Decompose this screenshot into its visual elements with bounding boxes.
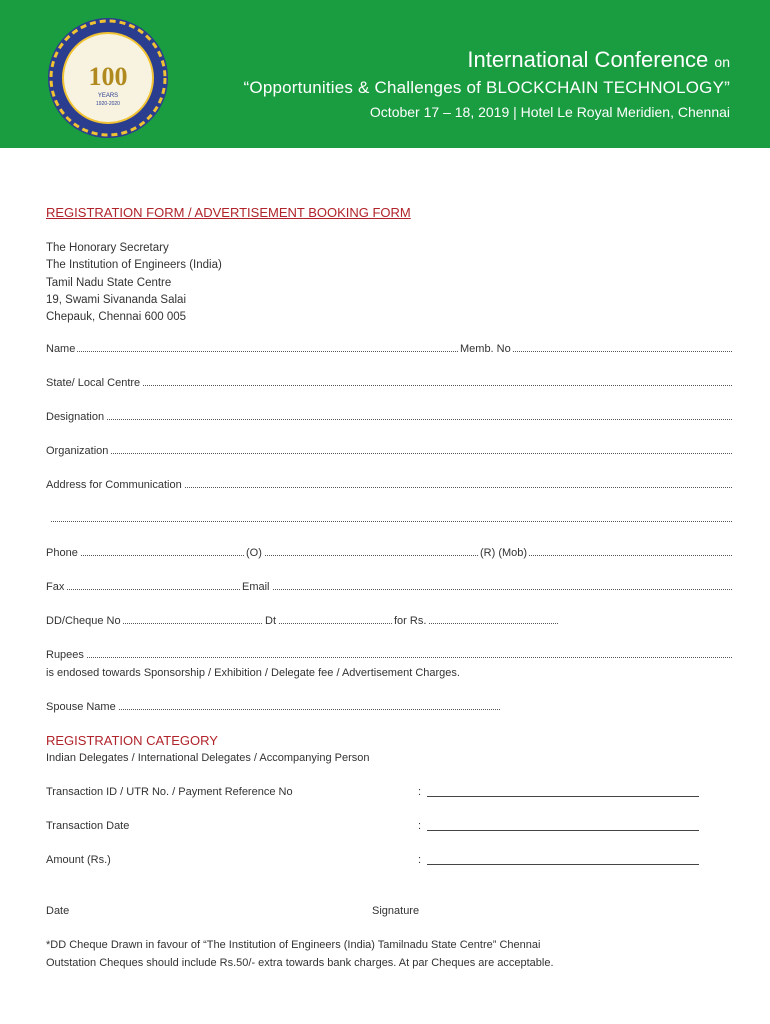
conference-date-venue: October 17 – 18, 2019 | Hotel Le Royal Meridien, Chennai xyxy=(369,104,730,120)
recipient-address xyxy=(46,240,222,326)
conference-theme: “Opportunities & Challenges of BLOCKCHAIN TECHNOLOGY” xyxy=(243,78,730,97)
for-rs-label: for Rs. xyxy=(394,615,427,627)
rupees-label: Rupees xyxy=(46,649,84,661)
signature-label: Signature xyxy=(372,905,420,917)
designation-label: Designation xyxy=(46,411,105,423)
date-label: Date xyxy=(46,905,70,917)
state-centre-row xyxy=(46,377,732,389)
transaction-id-label: Transaction ID / UTR No. / Payment Reference No xyxy=(46,786,293,798)
email-label: Email xyxy=(242,581,270,593)
spouse-label: Spouse Name xyxy=(46,701,116,713)
address-row xyxy=(46,479,732,491)
transaction-date-label: Transaction Date xyxy=(46,820,130,832)
address-line: Chepauk, Chennai 600 005 xyxy=(46,311,187,324)
dd-note-line-2: Outstation Cheques should include Rs.50/- extra towards bank charges. At par Cheques are acceptable. xyxy=(46,957,554,969)
mobile-label: (R) (Mob) xyxy=(480,547,528,559)
organization-label: Organization xyxy=(46,445,109,457)
header-banner xyxy=(0,0,770,148)
name-row xyxy=(46,343,732,355)
spouse-row xyxy=(46,701,500,713)
address-label: Address for Communication xyxy=(46,479,182,491)
logo-badge: 100 xyxy=(88,62,128,91)
registration-category-title: REGISTRATION CATEGORY xyxy=(46,733,218,748)
dd-cheque-label: DD/Cheque No xyxy=(46,615,121,627)
transaction-id-field: : xyxy=(418,786,699,798)
fax-label: Fax xyxy=(46,581,65,593)
form-title: REGISTRATION FORM / ADVERTISEMENT BOOKING FORM xyxy=(46,205,411,220)
rupees-row xyxy=(46,649,732,661)
address-continuation-row xyxy=(46,513,732,525)
dd-note-line-1: *DD Cheque Drawn in favour of “The Institution of Engineers (India) Tamilnadu State Centre” Chennai xyxy=(46,939,541,951)
registration-categories: Indian Delegates / International Delegates / Accompanying Person xyxy=(46,752,370,764)
amount-field: : xyxy=(418,854,699,866)
transaction-date-field: : xyxy=(418,820,699,832)
address-line: 19, Swami Sivananda Salai xyxy=(46,293,186,306)
fax-email-row xyxy=(46,581,732,593)
memb-no-label: Memb. No xyxy=(460,343,511,355)
dd-cheque-row xyxy=(46,615,558,627)
logo-years: YEARS xyxy=(97,93,119,99)
name-label: Name xyxy=(46,343,76,355)
conference-title: International Conference on xyxy=(467,47,730,72)
phone-label: Phone xyxy=(46,547,78,559)
address-line: The Honorary Secretary xyxy=(46,242,169,254)
dt-label: Dt xyxy=(265,615,276,627)
organization-row xyxy=(46,445,732,457)
state-centre-label: State/ Local Centre xyxy=(46,377,141,389)
logo-span: 1920-2020 xyxy=(96,101,120,107)
office-phone-label: (O) xyxy=(246,547,262,559)
amount-label: Amount (Rs.) xyxy=(46,854,111,866)
address-line: Tamil Nadu State Centre xyxy=(46,276,172,289)
enclosed-note: is endosed towards Sponsorship / Exhibition / Delegate fee / Advertisement Charges. xyxy=(46,667,460,679)
address-line: The Institution of Engineers (India) xyxy=(46,259,222,272)
phone-row xyxy=(46,547,732,559)
institution-logo xyxy=(45,15,171,141)
designation-row xyxy=(46,411,732,423)
